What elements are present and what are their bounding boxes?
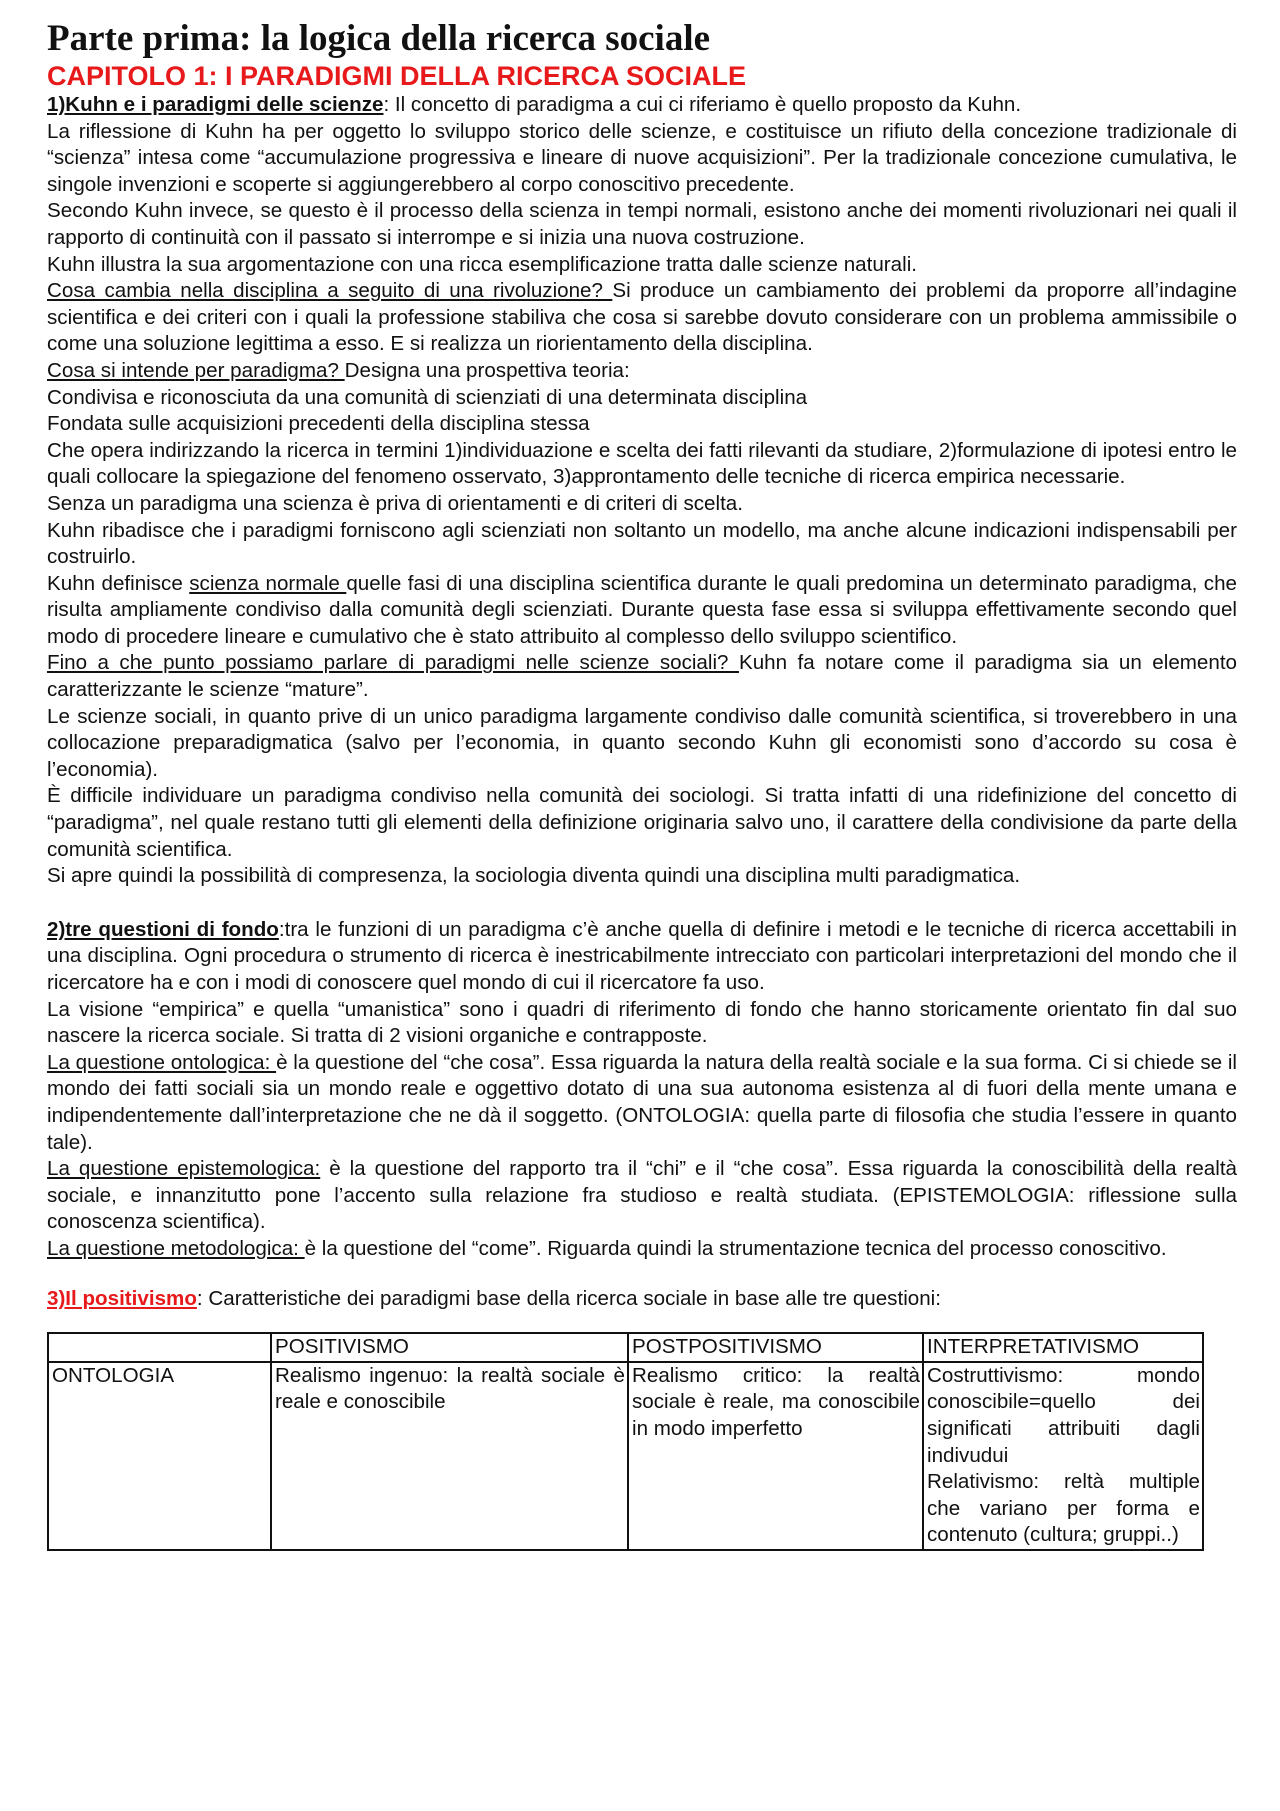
spacer [47,890,1237,917]
paragraph: La riflessione di Kuhn ha per oggetto lo sviluppo storico delle scienze, e costituisce un rifiuto della concezione tradizionale di “scienza” intesa come “accumulazione progressiva e lineare di nuove acquisizioni”. Per la tradizionale concezione cumulativa, le singole invenzioni e scoperte si aggiungerebbero al corpo conoscitivo precedente. [47,119,1237,196]
spacer [47,1263,1237,1286]
question-methodological: La questione metodologica: è la questione del “come”. Riguarda quindi la strumentazione tecnica del processo conoscitivo. [47,1236,1167,1260]
section-3-heading: 3)Il positivismo [47,1286,197,1310]
table-cell: Realismo critico: la realtà sociale è reale, ma conoscibile in modo imperfetto [628,1362,923,1550]
paragraph: Kuhn illustra la sua argomentazione con una ricca esemplificazione tratta dalle scienze naturali. [47,252,917,276]
paragraph: Kuhn ribadisce che i paradigmi forniscono agli scienziati non soltanto un modello, ma anche alcune indicazioni indispensabili per costruirlo. [47,518,1237,569]
paragraph: Senza un paradigma una scienza è priva di orientamenti e di criteri di scelta. [47,491,743,515]
paragraph: La visione “empirica” e quella “umanistica” sono i quadri di riferimento di fondo che hanno storicamente orientato fin dal suo nascere la ricerca sociale. Si tratta di 2 visioni organiche e contrapposte. [47,997,1237,1048]
paragraph: È difficile individuare un paradigma condiviso nella comunità dei sociologi. Si tratta infatti di una ridefinizione del concetto di “paradigma”, nel quale restano tutti gli elementi della definizione originaria salvo uno, il carattere della condivisione da parte della comunità scientifica. [47,784,1237,861]
paragraph: Si apre quindi la possibilità di compresenza, la sociologia diventa quindi una disciplina multi paradigmatica. [47,864,1021,888]
chapter-title: CAPITOLO 1: I PARADIGMI DELLA RICERCA SOCIALE [47,61,747,91]
table-header-row [48,1333,1203,1362]
section-1-intro: 1)Kuhn e i paradigmi delle scienze: Il concetto di paradigma a cui ci riferiamo è quello proposto da Kuhn. [47,93,1022,116]
question-ontological: La questione ontologica: è la questione del “che cosa”. Essa riguarda la natura della realtà sociale e la sua forma. Ci si chiede se il mondo dei fatti sociali sia un mondo reale e oggettivo dotato di una sua autonoma esistenza al di fuori della mente umana e indipendentemente dall’interpretazione che ne dà il soggetto. (ONTOLOGIA: quella parte di filosofia che studia l’essere in quanto tale). [47,1050,1237,1154]
section-3-intro: 3)Il positivismo: Caratteristiche dei paradigmi base della ricerca sociale in base alle tre questioni: [47,1286,941,1310]
paragraph-normal-science: Kuhn definisce scienza normale quelle fasi di una disciplina scientifica durante le quali predomina un determinato paradigma, che risulta ampliamente condiviso dalla comunità degli scienziati. Durante questa fase essa si sviluppa effettivamente secondo quel modo di procedere lineare e cumulativo che è stato attribuito al complesso dello sviluppo scientifico. [47,571,1237,648]
question-social-sciences: Fino a che punto possiamo parlare di paradigmi nelle scienze sociali? Kuhn fa notare come il paradigma sia un elemento caratterizzante le scienze “mature”. [47,651,1238,702]
page-title: Parte prima: la logica della ricerca sociale [47,18,711,59]
table-header-cell: POSTPOSITIVISMO [628,1333,923,1362]
paradigms-table [47,1332,1204,1551]
document-page [47,18,1237,1551]
table-header-cell: INTERPRETATIVISMO [923,1333,1203,1362]
paragraph: Le scienze sociali, in quanto prive di un unico paradigma largamente condiviso dalle comunità scientifica, si troverebbero in una collocazione preparadigmatica (salvo per l’economia, in quanto secondo Kuhn gli economisti sono d’accordo su cosa è l’economia). [47,704,1237,781]
table-cell: Realismo ingenuo: la realtà sociale è reale e conoscibile [271,1362,628,1550]
list-item: Condivisa e riconosciuta da una comunità di scienziati di una determinata disciplina [47,385,808,409]
section-1-heading: 1)Kuhn e i paradigmi delle scienze [47,93,384,116]
question-epistemological: La questione epistemologica: è la questione del rapporto tra il “chi” e il “che cosa”. Essa riguarda la conoscibilità della realtà sociale, e innanzitutto pone l’accento sulla relazione fra studioso e realtà studiata. (EPISTEMOLOGIA: riflessione sulla conoscenza scientifica). [47,1157,1237,1234]
table-cell: Costruttivismo: mondo conoscibile=quello dei significati attribuiti dagli indivudui Relativismo: reltà multiple che variano per forma e contenuto (cultura; gruppi..) [923,1362,1203,1550]
table-row-label: ONTOLOGIA [48,1362,271,1550]
list-item: Che opera indirizzando la ricerca in termini 1)individuazione e scelta dei fatti rilevanti da studiare, 2)formulazione di ipotesi entro le quali collocare la spiegazione del fenomeno osservato, 3)approntamento delle tecniche di ricerca empirica necessarie. [47,438,1237,489]
question-paradigm: Cosa si intende per paradigma? Designa una prospettiva teoria: [47,358,630,382]
table-row [48,1362,1203,1550]
question-revolution: Cosa cambia nella disciplina a seguito di una rivoluzione? Si produce un cambiamento dei problemi da proporre all’indagine scientifica e dei criteri con i quali la professione stabiliva che cosa si sarebbe dovuto considerare con un problema ammissibile o come una soluzione legittima a esso. E si realizza un riorientamento della disciplina. [47,279,1237,356]
section-2-intro: 2)tre questioni di fondo:tra le funzioni di un paradigma c’è anche quella di definire i metodi e le tecniche di ricerca accettabili in una disciplina. Ogni procedura o strumento di ricerca è inestricabilmente intrecciato con particolari interpretazioni del mondo che il ricercatore ha e con i modi di conoscere quel mondo di cui il ricercatore fa uso. [47,917,1237,994]
table-header-cell [48,1333,271,1362]
table-header-cell: POSITIVISMO [271,1333,628,1362]
paragraph: Secondo Kuhn invece, se questo è il processo della scienza in tempi normali, esistono anche dei momenti rivoluzionari nei quali il rapporto di continuità con il passato si interrompe e si inizia una nuova costruzione. [47,199,1237,249]
section-2-heading: 2)tre questioni di fondo [47,917,279,941]
list-item: Fondata sulle acquisizioni precedenti della disciplina stessa [47,412,590,436]
